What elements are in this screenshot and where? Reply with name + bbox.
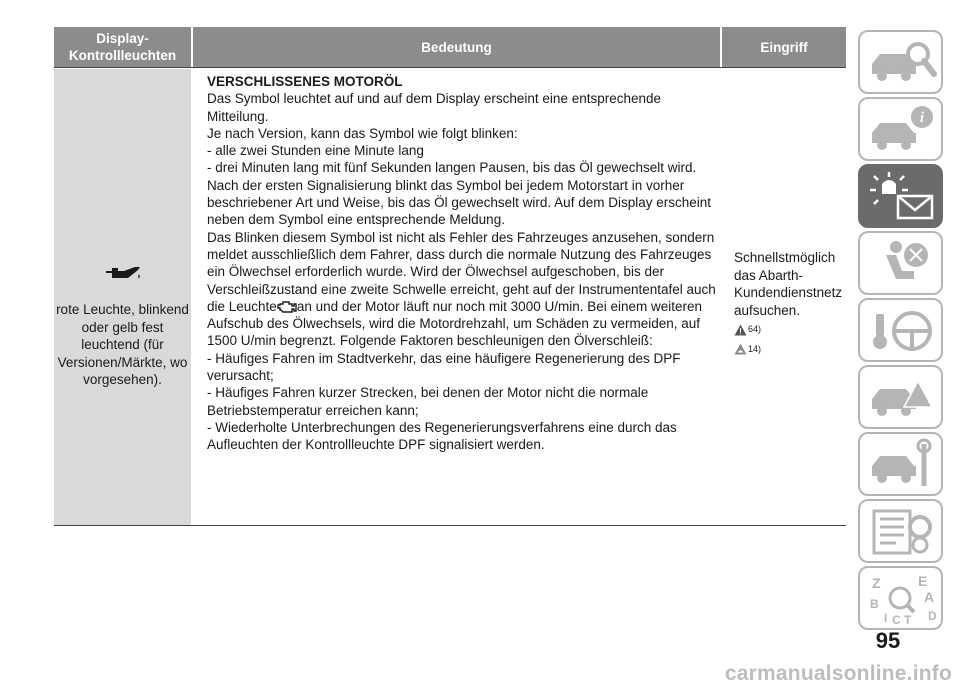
header-meaning (193, 27, 720, 67)
tab-maintenance[interactable] (858, 432, 943, 496)
alphabetical-index-icon (866, 572, 938, 626)
svg-text:E: E (918, 573, 928, 589)
indicator-cell (54, 69, 191, 525)
svg-text:C: C (892, 613, 901, 626)
car-warning-icon (866, 371, 938, 425)
svg-text:Z: Z (872, 575, 881, 591)
tab-emergency[interactable] (858, 365, 943, 429)
caution-reference (734, 341, 848, 359)
seat-airbag-icon (866, 237, 938, 291)
table-bottom-divider (54, 525, 846, 526)
warning-title: VERSCHLISSENES MOTORÖL (207, 74, 403, 89)
svg-text:I: I (884, 611, 888, 625)
meaning-text-after-icon: an und der Motor läuft nur noch mit 3000 U/min. Bei einem weiteren Aufschub des Ölwechsels, wird die Motordrehzahl, um Schäden zu vermeiden, auf 1500 U/min begrenzt. Folgende Faktoren beschleunigen den Ölverschleiß: (207, 298, 703, 349)
meaning-cell (193, 69, 720, 525)
tab-technical-data[interactable] (858, 499, 943, 563)
svg-text:B: B (870, 597, 879, 611)
tab-safety[interactable] (858, 231, 943, 295)
svg-text:A: A (924, 589, 935, 605)
tab-index[interactable] (858, 566, 943, 630)
car-wrench-icon (866, 438, 938, 492)
car-search-icon (866, 36, 938, 90)
car-info-icon (866, 103, 938, 157)
tab-starting-driving[interactable] (858, 298, 943, 362)
meaning-paragraph: - drei Minuten lang mit fünf Sekunden langen Pausen, bis das Öl gewechselt wird. (207, 160, 697, 176)
tab-getting-to-know-car[interactable] (858, 30, 943, 94)
meaning-paragraph-with-icon (207, 229, 721, 350)
header-display-lights (54, 27, 191, 67)
header-action (722, 27, 846, 67)
warning-light-message-icon (866, 170, 938, 224)
technical-data-icon (866, 505, 938, 559)
bullet-item: - Häufiges Fahren kurzer Strecken, bei denen der Motor nicht die normale Betriebstemperatur erreichen kann; (207, 385, 649, 418)
header-action-label: Eingriff (760, 39, 808, 55)
meaning-text-before-icon: Das Blinken diesem Symbol ist nicht als Fehler des Fahrzeuges anzusehen, sondern meldet ausschließlich dem Fahrer, dass durch die normale Nutzung des Fahrzeuges ein Ölwechsel erforderlich wurde. Wird der Ölwechsel aufgeschoben, bis der Verschleißzustand eine zweite Schwelle erreicht, geht auf der Instrumententafel auch die Leuchte (207, 229, 716, 314)
tab-dashboard-info[interactable] (858, 97, 943, 161)
svg-text:i: i (919, 110, 925, 126)
bullet-item: - Wiederholte Unterbrechungen des Regenerierungsverfahrens eine durch das Aufleuchten der Kontrollleuchte DPF signalisiert werden. (207, 419, 677, 453)
warning-reference (734, 321, 848, 339)
meaning-paragraph: Das Symbol leuchtet auf und auf dem Display erscheint eine entsprechende Mitteilung. (207, 91, 662, 124)
caution-triangle-icon (734, 343, 747, 355)
header-meaning-label: Bedeutung (421, 39, 492, 55)
engine-icon (277, 300, 297, 313)
meaning-paragraph: Nach der ersten Signalisierung blinkt das Symbol bei jedem Motorstart in vorher beschriebener Art und Weise, bis das Öl gewechselt wird. Auf dem Display erscheint neben dem Symbol eine entsprechende Meldung. (207, 177, 711, 228)
action-cell (722, 69, 846, 525)
header-display-lights-label: Display- Kontrollleuchten (68, 31, 177, 63)
warning-reference-number: 64) (748, 324, 762, 334)
key-steering-wheel-icon (866, 304, 938, 358)
oil-can-icon (104, 263, 142, 285)
meaning-paragraph: Je nach Version, kann das Symbol wie folgt blinken: (207, 125, 518, 141)
action-text: Schnellstmöglich das Abarth-Kundendienstnetz aufsuchen. (734, 250, 843, 318)
caution-reference-number: 14) (748, 343, 762, 354)
svg-text:T: T (904, 613, 912, 626)
svg-text:D: D (928, 609, 937, 623)
indicator-description: rote Leuchte, blinkend oder gelb fest leuchtend (für Versionen/Märkte, wo vorgesehen). (56, 302, 189, 387)
tab-warning-lights[interactable] (858, 164, 943, 228)
header-divider (54, 67, 846, 68)
warning-triangle-icon (734, 324, 747, 336)
page-number: 95 (875, 628, 901, 653)
watermark: carmanualsonline.info (724, 662, 952, 685)
meaning-paragraph: - alle zwei Stunden eine Minute lang (207, 143, 424, 159)
bullet-item: - Häufiges Fahren im Stadtverkehr, das eine häufigere Regenerierung des DPF verursacht; (207, 350, 681, 384)
